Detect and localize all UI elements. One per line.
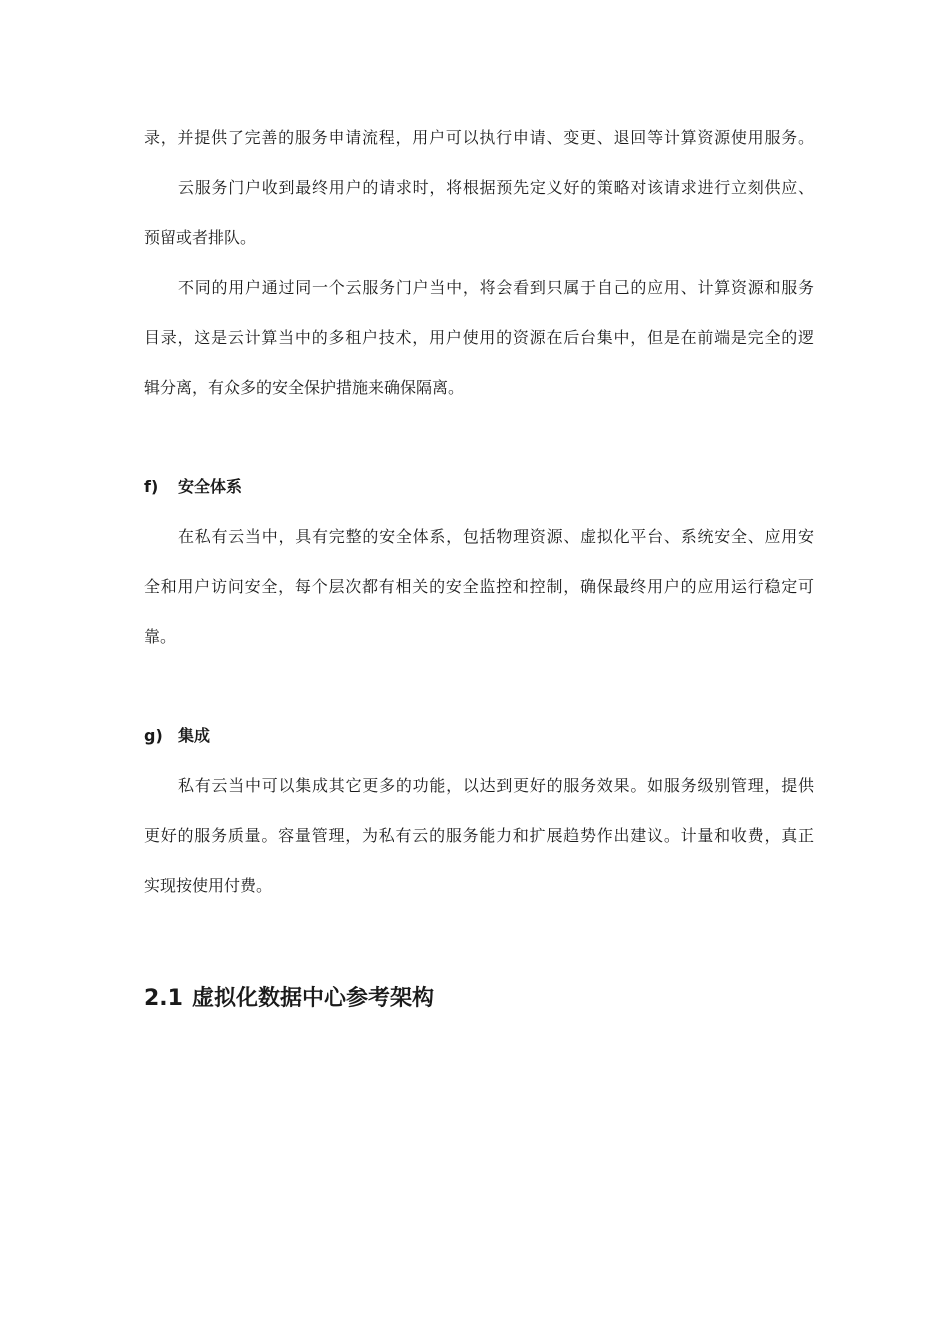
paragraph-line: 靠。 (144, 627, 177, 646)
paragraph-line: 不同的用户通过同一个云服务门户当中，将会看到只属于自己的应用、计算资源和服务 (178, 278, 814, 297)
section-number: 2.1 (144, 986, 183, 1011)
section-title (144, 985, 434, 1013)
paragraph-line: 录，并提供了完善的服务申请流程，用户可以执行申请、变更、退回等计算资源使用服务。 (144, 128, 814, 147)
paragraph-line: 实现按使用付费。 (144, 876, 273, 895)
paragraph-line: 预留或者排队。 (144, 228, 257, 247)
section-title-text: 虚拟化数据中心参考架构 (192, 986, 435, 1011)
paragraph-line: 更好的服务质量。容量管理，为私有云的服务能力和扩展趋势作出建议。计量和收费，真正 (144, 826, 814, 845)
paragraph-line: 全和用户访问安全，每个层次都有相关的安全监控和控制，确保最终用户的应用运行稳定可 (144, 577, 814, 596)
subheading-marker: f) (144, 477, 159, 496)
subheading-title: 安全体系 (178, 477, 243, 496)
subheading-marker: g) (144, 726, 163, 745)
paragraph-line: 辑分离，有众多的安全保护措施来确保隔离。 (144, 378, 465, 397)
paragraph-line: 目录，这是云计算当中的多租户技术，用户使用的资源在后台集中，但是在前端是完全的逻 (144, 328, 814, 347)
paragraph-line: 云服务门户收到最终用户的请求时，将根据预先定义好的策略对该请求进行立刻供应、 (178, 178, 814, 197)
subheading-security-system (144, 477, 242, 497)
paragraph-line: 在私有云当中，具有完整的安全体系，包括物理资源、虚拟化平台、系统安全、应用安 (178, 527, 814, 546)
subheading-integration (144, 726, 210, 746)
subheading-title: 集成 (178, 726, 211, 745)
paragraph-line: 私有云当中可以集成其它更多的功能，以达到更好的服务效果。如服务级别管理，提供 (178, 776, 814, 795)
